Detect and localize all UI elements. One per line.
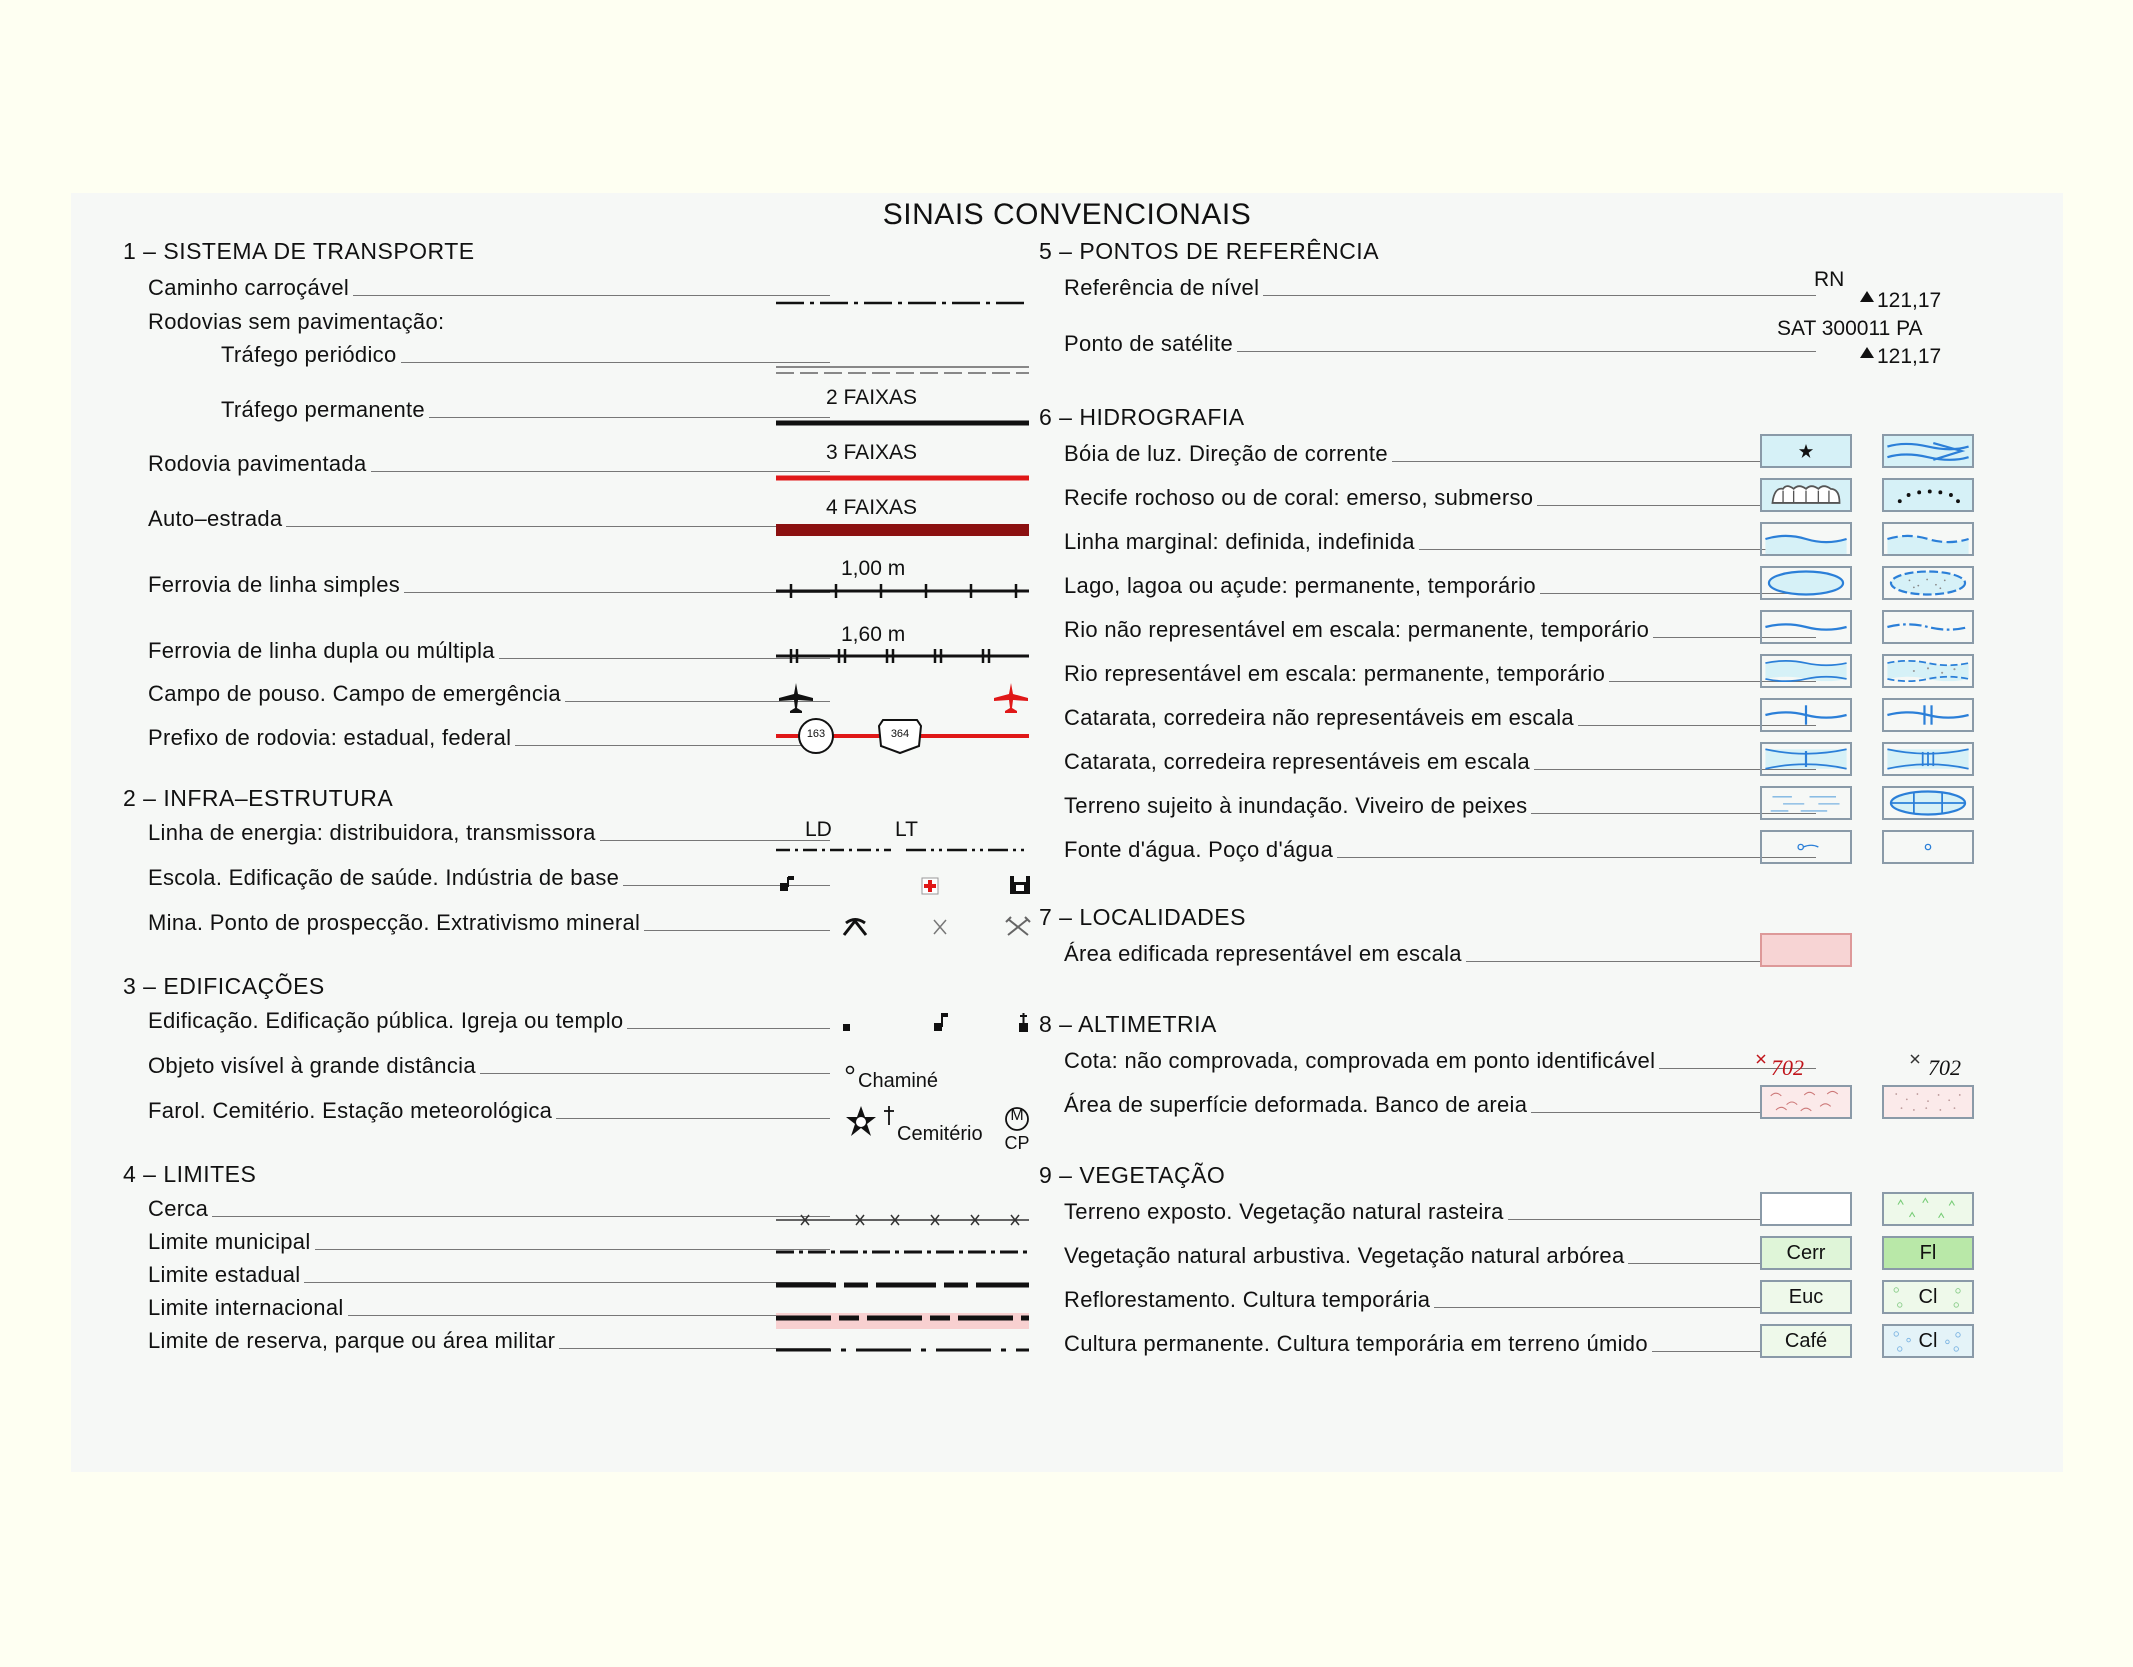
single-railway-symbol: [771, 581, 1033, 601]
legend-item-ponto-satelite: Ponto de satélite: [1064, 331, 1819, 357]
legend-item-terreno-exposto: Terreno exposto. Vegetação natural rasteira: [1064, 1199, 1819, 1225]
deformed-surface-box: [1760, 1085, 1852, 1119]
legend-item-arbustiva: Vegetação natural arbustiva. Vegetação natural arbórea: [1064, 1243, 1819, 1269]
fish-farm-box: [1882, 786, 1974, 820]
waterfall-scale-icon: [1762, 744, 1850, 774]
lighthouse-icon: [844, 1105, 878, 1139]
legend-item-fonte: Fonte d'água. Poço d'água: [1064, 837, 1819, 863]
bitola-2-label: 1,60 m: [841, 623, 906, 646]
reforestation-label: Euc: [1788, 1285, 1824, 1308]
prospection-point-icon: [931, 917, 949, 937]
building-icon: [842, 1023, 852, 1033]
forest-vegetation-box: [1882, 1236, 1974, 1270]
verified-spot-height-value: 702: [1928, 1055, 1961, 1080]
current-direction-box: [1882, 434, 1974, 468]
legend-item-cerca: Cerca: [148, 1196, 833, 1222]
legend-item-prefixo-rodovia: Prefixo de rodovia: estadual, federal: [148, 725, 833, 751]
legend-item-trafego-periodico: Tráfego periódico: [221, 342, 833, 368]
shrub-vegetation-box: [1760, 1236, 1852, 1270]
section-title-referencia: 5 – PONTOS DE REFERÊNCIA: [1039, 238, 1380, 264]
legend-item-rodovia-pavimentada: Rodovia pavimentada: [148, 451, 833, 477]
faixas-2-label: 2 FAIXAS: [826, 386, 918, 409]
paved-road-symbol: [771, 472, 1033, 484]
forest-vegetation-label: Fl: [1919, 1241, 1937, 1264]
legend-item-ferrovia-simples: Ferrovia de linha simples: [148, 572, 833, 598]
water-well-icon: [1884, 832, 1972, 862]
bitola-1-label: 1,00 m: [841, 557, 906, 580]
cemetery-cross-icon: [883, 1105, 895, 1127]
permanent-lake-icon: [1762, 568, 1850, 598]
light-buoy-icon: [1762, 436, 1850, 466]
emerged-reef-box: [1760, 478, 1852, 512]
legend-item-cultura-perm: Cultura permanente. Cultura temporária em terreno úmido: [1064, 1331, 1819, 1357]
temporary-crop-label: Cl: [1918, 1285, 1938, 1308]
school-icon: [776, 873, 798, 899]
legend-item-internacional: Limite internacional: [148, 1295, 833, 1321]
water-spring-icon: [1762, 832, 1850, 862]
legend-item-terreno-inund: Terreno sujeito à inundação. Viveiro de peixes: [1064, 793, 1819, 819]
state-boundary-symbol: [771, 1279, 1033, 1291]
section-title-limites: 4 – LIMITES: [123, 1161, 257, 1187]
flood-terrain-icon: [1762, 788, 1850, 818]
temporary-river-icon: [1884, 656, 1972, 686]
faixas-3-label: 3 FAIXAS: [826, 441, 918, 464]
section-title-transporte: 1 – SISTEMA DE TRANSPORTE: [123, 238, 475, 264]
legend-item-objeto: Objeto visível à grande distância: [148, 1053, 833, 1079]
temporary-stream-icon: [1884, 612, 1972, 642]
cart-road-symbol: [771, 293, 1033, 313]
reforestation-box: [1760, 1280, 1852, 1314]
section-title-edificacoes: 3 – EDIFICAÇÕES: [123, 973, 325, 999]
periodic-road-symbol: [771, 360, 1033, 380]
undefined-shoreline-icon: [1884, 524, 1972, 554]
section-title-localidades: 7 – LOCALIDADES: [1039, 904, 1246, 930]
shrub-vegetation-label: Cerr: [1786, 1241, 1826, 1264]
weather-station-m-label: M: [1010, 1107, 1024, 1124]
legend-item-escola: Escola. Edificação de saúde. Indústria de base: [148, 865, 833, 891]
unverified-spot-height-value: 702: [1771, 1055, 1804, 1080]
page-title: SINAIS CONVENCIONAIS: [882, 198, 1252, 231]
waterfall-scale-box: [1760, 742, 1852, 776]
exposed-terrain-box: [1760, 1192, 1852, 1226]
church-icon: [1017, 1011, 1031, 1035]
legend-item-farol: Farol. Cemitério. Estação meteorológica: [148, 1098, 833, 1124]
legend-item-referencia-nivel: Referência de nível: [1064, 275, 1819, 301]
mine-icon: [841, 915, 871, 939]
legend-item-area-edificada: Área edificada representável em escala: [1064, 941, 1819, 967]
power-line-lt-label: LT: [895, 818, 918, 841]
water-well-box: [1882, 830, 1974, 864]
double-railway-symbol: [771, 646, 1033, 666]
urban-area-box: [1760, 933, 1852, 967]
legend-item-boia: Bóia de luz. Direção de corrente: [1064, 441, 1819, 467]
rapids-scale-box: [1882, 742, 1974, 776]
permanent-river-box: [1760, 654, 1852, 688]
cemetery-label: Cemitério: [897, 1123, 983, 1145]
airfield-icon: [776, 681, 816, 715]
legend-item-catarata-rep: Catarata, corredeira representáveis em escala: [1064, 749, 1819, 775]
industry-icon: [1008, 874, 1032, 896]
section-title-hidrografia: 6 – HIDROGRAFIA: [1039, 404, 1245, 430]
section-title-altimetria: 8 – ALTIMETRIA: [1039, 1011, 1217, 1037]
public-building-icon: [931, 1011, 951, 1035]
legend-item-lago: Lago, lagoa ou açude: permanente, temporário: [1064, 573, 1819, 599]
grassland-box: [1882, 1192, 1974, 1226]
section-title-vegetacao: 9 – VEGETAÇÃO: [1039, 1162, 1226, 1188]
weather-station-cp-label: CP: [1004, 1133, 1030, 1153]
legend-item-linha-energia: Linha de energia: distribuidora, transmissora: [148, 820, 833, 846]
permanent-crop-box: [1760, 1324, 1852, 1358]
wet-temporary-crop-box: [1882, 1324, 1974, 1358]
benchmark-icon: [1859, 290, 1875, 304]
wet-temporary-crop-label: Cl: [1918, 1329, 1938, 1352]
flood-terrain-box: [1760, 786, 1852, 820]
federal-road-shield-number: 364: [890, 728, 910, 740]
temporary-lake-box: [1882, 566, 1974, 600]
permanent-lake-box: [1760, 566, 1852, 600]
legend-item-estadual: Limite estadual: [148, 1262, 833, 1288]
state-road-shield-number: 163: [806, 728, 826, 740]
deformed-surface-icon: [1762, 1087, 1850, 1117]
legend-sheet: [71, 193, 2063, 1472]
legend-item-rio-rep: Rio representável em escala: permanente, temporário: [1064, 661, 1819, 687]
temporary-lake-icon: [1884, 568, 1972, 598]
current-arrow-icon: [1884, 436, 1972, 466]
legend-item-catarata-nao: Catarata, corredeira não representáveis em escala: [1064, 705, 1819, 731]
submerged-reef-icon: [1884, 480, 1972, 510]
rapids-scale-icon: [1884, 744, 1972, 774]
permanent-river-icon: [1762, 656, 1850, 686]
rn-label: RN: [1814, 268, 1845, 291]
legend-item-edificacao: Edificação. Edificação pública. Igreja ou templo: [148, 1008, 833, 1034]
sandbank-box: [1882, 1085, 1974, 1119]
highway-symbol: [771, 521, 1033, 539]
temporary-crop-box: [1882, 1280, 1974, 1314]
unverified-spot-height-icon: [1755, 1053, 1767, 1065]
chimney-icon: [844, 1064, 856, 1076]
legend-item-recife: Recife rochoso ou de coral: emerso, submerso: [1064, 485, 1819, 511]
fish-farm-icon: [1884, 788, 1972, 818]
legend-item-mina: Mina. Ponto de prospecção. Extrativismo mineral: [148, 910, 833, 936]
waterfall-icon: [1762, 700, 1850, 730]
permanent-crop-label: Café: [1784, 1329, 1828, 1352]
waterfall-box: [1760, 698, 1852, 732]
faixas-4-label: 4 FAIXAS: [826, 496, 918, 519]
rn-value: 121,17: [1877, 289, 1942, 312]
legend-item-ferrovia-dupla: Ferrovia de linha dupla ou múltipla: [148, 638, 833, 664]
legend-item-reserva: Limite de reserva, parque ou área militar: [148, 1328, 833, 1354]
legend-item-rio-nao-rep: Rio não representável em escala: permanente, temporário: [1064, 617, 1819, 643]
submerged-reef-box: [1882, 478, 1974, 512]
defined-shoreline-icon: [1762, 524, 1850, 554]
rapids-icon: [1884, 700, 1972, 730]
temporary-stream-box: [1882, 610, 1974, 644]
undefined-shoreline-box: [1882, 522, 1974, 556]
defined-shoreline-box: [1760, 522, 1852, 556]
water-spring-box: [1760, 830, 1852, 864]
emerged-reef-icon: [1762, 480, 1850, 510]
mineral-extraction-icon: [1004, 915, 1032, 939]
satellite-code-label: SAT 300011 PA: [1777, 317, 1923, 340]
permanent-road-symbol: [771, 417, 1033, 429]
light-buoy-box: [1760, 434, 1852, 468]
temporary-river-box: [1882, 654, 1974, 688]
municipal-boundary-symbol: [771, 1247, 1033, 1257]
fence-symbol: [771, 1212, 1033, 1228]
legend-item-rodovias-sem-pav: Rodovias sem pavimentação:: [148, 309, 445, 334]
emergency-airfield-icon: [991, 681, 1031, 715]
legend-item-municipal: Limite municipal: [148, 1229, 833, 1255]
international-boundary-symbol: [771, 1309, 1033, 1331]
legend-item-area-deformada: Área de superfície deformada. Banco de areia: [1064, 1092, 1819, 1118]
reserve-boundary-symbol: [771, 1345, 1033, 1355]
permanent-stream-icon: [1762, 612, 1850, 642]
permanent-stream-box: [1760, 610, 1852, 644]
legend-item-campo-pouso: Campo de pouso. Campo de emergência: [148, 681, 833, 707]
satellite-point-icon: [1859, 346, 1875, 360]
legend-item-trafego-permanente: Tráfego permanente: [221, 397, 833, 423]
legend-item-cota: Cota: não comprovada, comprovada em ponto identificável: [1064, 1048, 1819, 1074]
power-line-symbol: [771, 843, 1033, 857]
rapids-box: [1882, 698, 1974, 732]
health-building-icon: [920, 876, 940, 896]
section-title-infra: 2 – INFRA–ESTRUTURA: [123, 785, 394, 811]
legend-item-reflorestamento: Reflorestamento. Cultura temporária: [1064, 1287, 1819, 1313]
legend-item-auto-estrada: Auto–estrada: [148, 506, 833, 532]
legend-item-caminho: Caminho carroçável: [148, 275, 833, 301]
verified-spot-height-icon: [1909, 1053, 1921, 1065]
grassland-icon: [1884, 1194, 1972, 1224]
sandbank-icon: [1884, 1087, 1972, 1117]
legend-item-linha-marginal: Linha marginal: definida, indefinida: [1064, 529, 1819, 555]
satellite-value: 121,17: [1877, 345, 1942, 368]
power-line-ld-label: LD: [805, 818, 832, 841]
chimney-label: Chaminé: [858, 1070, 939, 1092]
